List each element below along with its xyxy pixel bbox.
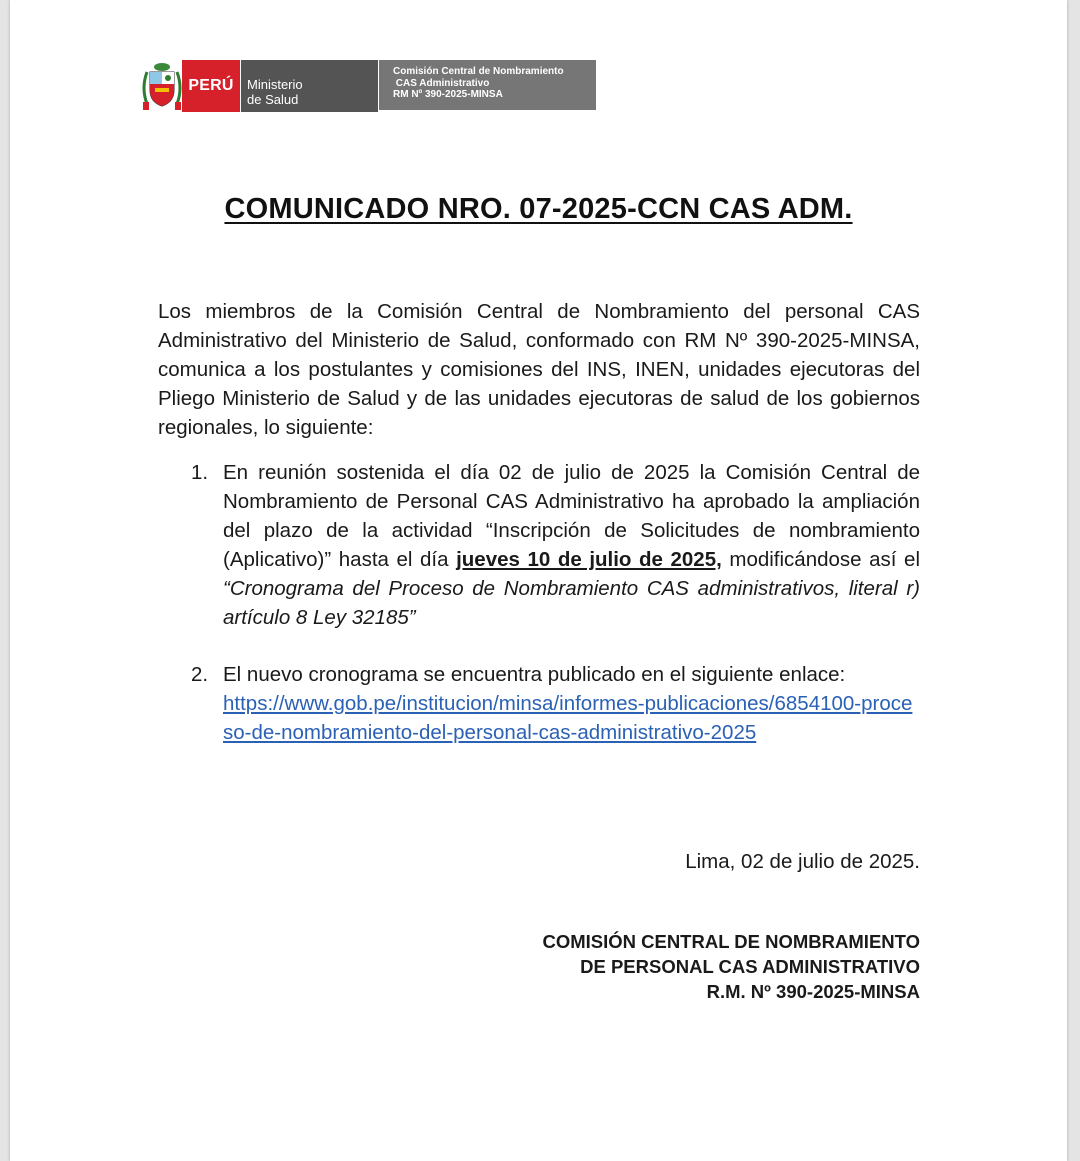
item1-text-middle: modificándose así el — [721, 548, 920, 571]
list-item — [158, 660, 920, 747]
deadline-highlight: jueves 10 de julio de 2025, — [456, 548, 722, 571]
intro-paragraph: Los miembros de la Comisión Central de Nombramiento del personal CAS Administrativo del Ministerio de Salud, conformado con RM Nº 390-2025-MINSA, comunica a los postulantes y comisiones del INS, INEN, unidades ejecutoras del Pliego Ministerio de Salud y de las unidades ejecutoras de salud de los gobiernos regionales, lo siguiente: — [158, 300, 920, 439]
peru-logo-text: PERÚ — [188, 77, 234, 94]
schedule-link[interactable]: https://www.gob.pe/institucion/minsa/informes-publicaciones/6854100-proceso-de-nombramiento-del-personal-cas-administrativo-2025 — [223, 692, 913, 744]
list-item-number: 2. — [191, 663, 209, 686]
signature-line1: COMISIÓN CENTRAL DE NOMBRAMIENTO — [542, 931, 920, 952]
commission-header-line1: Comisión Central de Nombramiento — [393, 66, 564, 77]
signature-line2: DE PERSONAL CAS ADMINISTRATIVO — [580, 956, 920, 977]
commission-header-line3: RM Nº 390-2025-MINSA — [393, 89, 503, 100]
signature-block — [158, 929, 920, 1004]
list-item — [158, 458, 920, 632]
ministry-logo — [240, 60, 378, 112]
commission-header-line2: CAS Administrativo — [393, 77, 490, 89]
item1-text: En reunión sostenida el día 02 de julio de 2025 la Comisión Central de Nombramiento de Personal CAS Administrativo ha aprobado la ampliación del plazo de la actividad “Inscripción de Solicitudes de nombramiento (Aplicativo)” hasta el día — [223, 461, 920, 571]
document-page — [10, 0, 1067, 1161]
peru-logo — [182, 60, 240, 112]
commission-header-box — [378, 60, 596, 110]
schedule-title-italic: “Cronograma del Proceso de Nombramiento CAS administrativos, literal r) artículo 8 Ley 32185” — [223, 577, 920, 629]
ministry-logo-line1: Ministerio — [247, 77, 303, 92]
list-item-number: 1. — [191, 461, 209, 484]
item2-text: El nuevo cronograma se encuentra publicado en el siguiente enlace: — [223, 663, 846, 686]
signature-line3: R.M. Nº 390-2025-MINSA — [706, 981, 920, 1002]
place-date: Lima, 02 de julio de 2025. — [685, 850, 920, 873]
peru-coat-of-arms-icon — [139, 58, 185, 112]
document-title: COMUNICADO NRO. 07-2025-CCN CAS ADM. — [224, 193, 853, 225]
ministry-logo-line2: de Salud — [247, 92, 299, 107]
